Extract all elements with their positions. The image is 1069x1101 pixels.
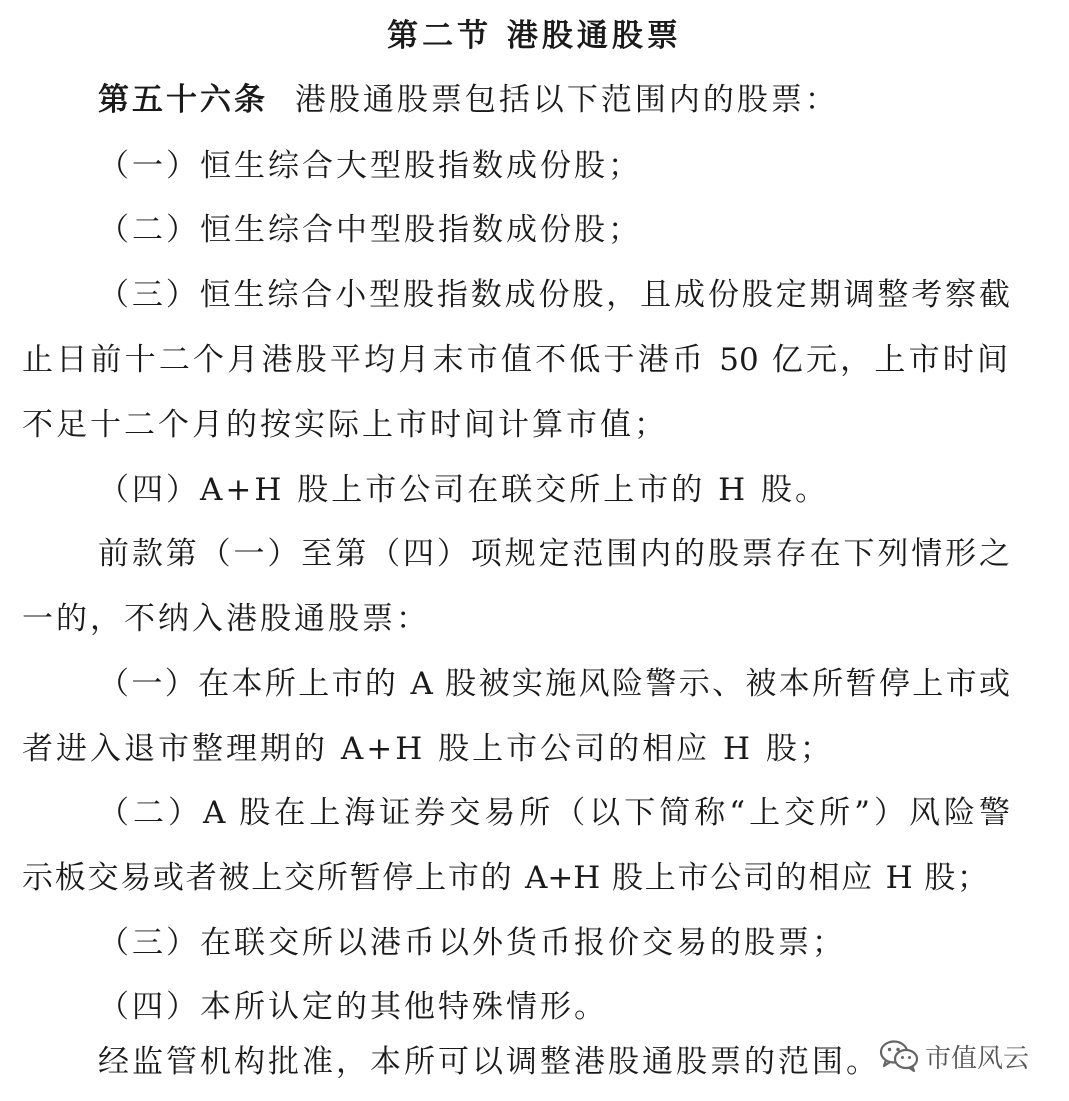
article-intro: 港股通股票包括以下范围内的股票： [294,82,839,118]
exclusion-item-3: （三）在联交所以港币以外货币报价交易的股票； [98,925,846,961]
exclusion-item-2-line-1: （二）A 股在上海证券交易所（以下简称“上交所”）风险警 [98,795,1010,831]
closing-paragraph: 经监管机构批准，本所可以调整港股通股票的范围。 [98,1044,880,1080]
scope-item-2: （二）恒生综合中型股指数成份股； [98,212,642,248]
watermark-text: 市值风云 [925,1043,1030,1074]
wechat-logo-icon [879,1039,919,1073]
scope-item-4: （四）A+H 股上市公司在联交所上市的 H 股。 [98,472,829,508]
exclusion-item-4: （四）本所认定的其他特殊情形。 [98,989,608,1025]
exclusion-item-2-line-2: 示板交易或者被上交所暂停上市的 A+H 股上市公司的相应 H 股； [22,860,988,896]
scope-item-3-line-3: 不足十二个月的按实际上市时间计算市值； [22,407,668,443]
section-title: 第二节 港股通股票 [387,18,682,54]
article-heading [98,78,839,122]
scope-item-3-line-1: （三）恒生综合小型股指数成份股，且成份股定期调整考察截 [98,277,1010,313]
exclusion-intro-line-2: 一的，不纳入港股通股票： [22,601,430,637]
watermark [879,1036,1029,1076]
scope-item-1: （一）恒生综合大型股指数成份股； [98,148,642,184]
scope-item-3-line-2: 止日前十二个月港股平均月末市值不低于港币 50 亿元，上市时间 [22,342,1008,378]
article-number: 第五十六条 [98,82,268,118]
exclusion-intro-line-1: 前款第（一）至第（四）项规定范围内的股票存在下列情形之 [98,536,1010,572]
exclusion-item-1-line-1: （一）在本所上市的 A 股被实施风险警示、被本所暂停上市或 [98,666,1010,702]
exclusion-item-1-line-2: 者进入退市整理期的 A+H 股上市公司的相应 H 股； [22,731,834,767]
